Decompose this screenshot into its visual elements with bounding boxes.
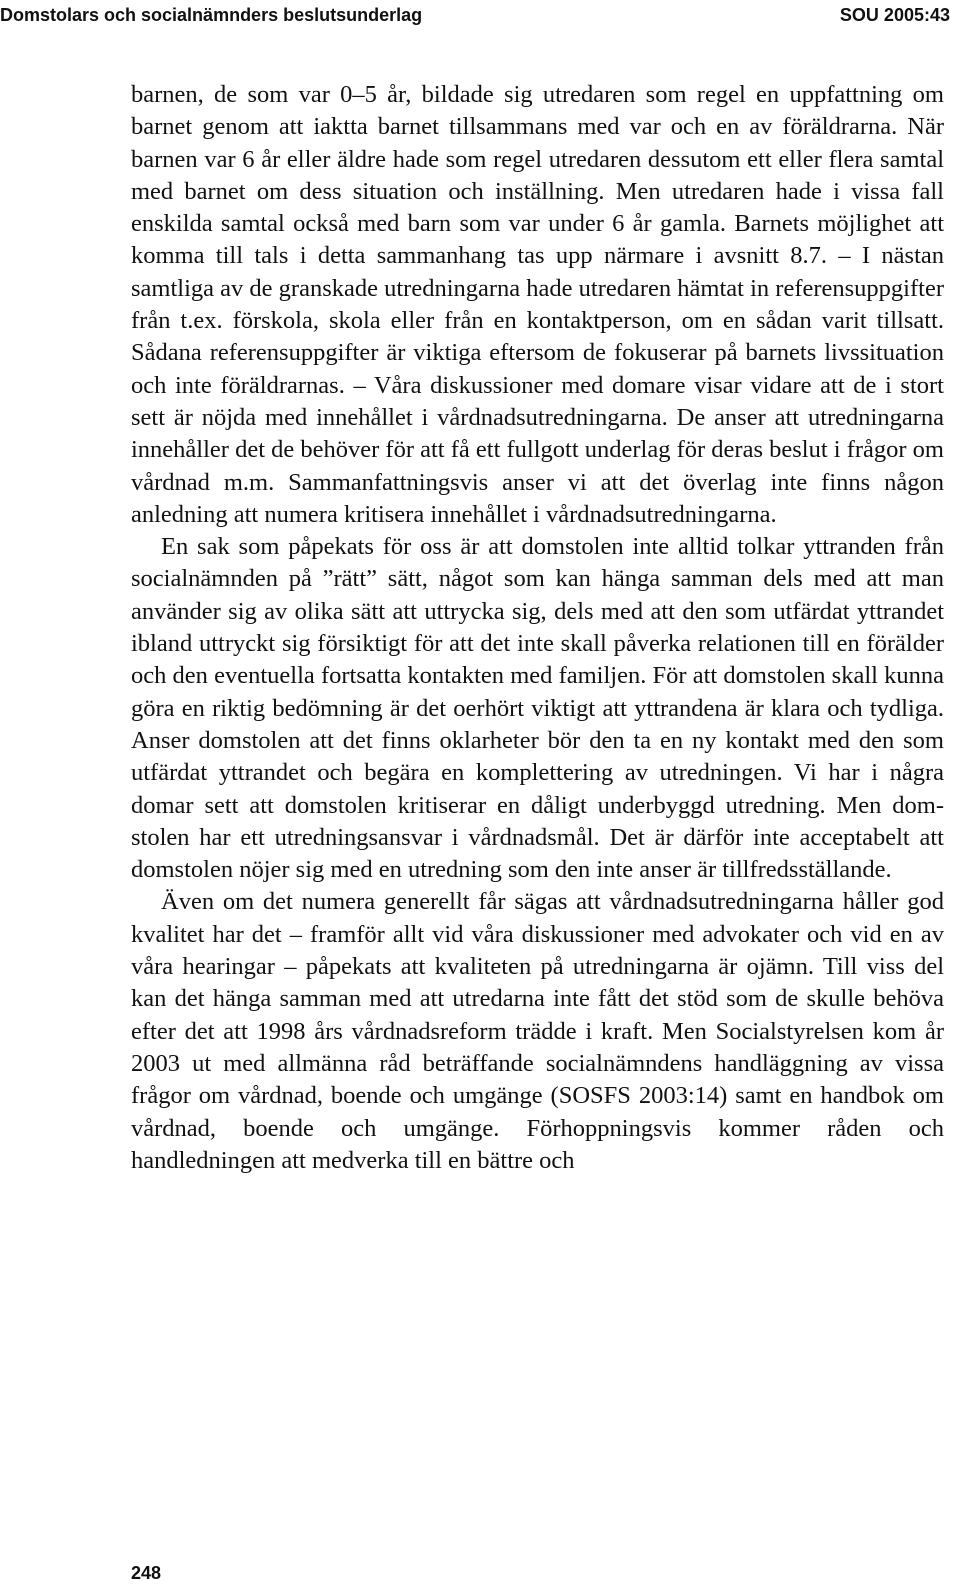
page-number: 248 bbox=[131, 1563, 162, 1583]
paragraph-2: En sak som påpekats för oss är att domstolen inte alltid tolkar yttranden från socialnämnden på ”rätt” sätt, något som kan hänga samman dels med att man använder sig av olika sätt att uttrycka sig, dels med att den som utfärdat yttrandet ibland uttryckt sig försiktigt för att det inte skall påverka relationen till en förälder och den eventuella fortsatta kontakten med familjen. För att domstolen skall kunna göra en riktig bedömning är det oerhört viktigt att yttrandena är klara och tydliga. Anser domstolen att det finns oklarheter bör den ta en ny kontakt med den som utfärdat yttrandet och begära en komplettering av utredningen. Vi har i några domar sett att domstolen kritiserar en dåligt underbyggd utredning. Men domstolen har ett utredningsansvar i vårdnadsmål. Det är därför inte acceptabelt att domstolen nöjer sig med en utredning som den inte anser är tillfredsställande. bbox=[131, 533, 944, 884]
paragraph-1: barnen, de som var 0–5 år, bildade sig utredaren som regel en uppfattning om barnet genom att iaktta barnet tillsammans med var och en av föräldrarna. När barnen var 6 år eller äldre hade som regel utredaren dessutom ett eller flera samtal med barnet om dess situation och inställning. Men utredaren hade i vissa fall enskilda samtal också med barn som var under 6 år gamla. Barnets möjlighet att komma till tals i detta sammanhang tas upp närmare i avsnitt 8.7. – I nästan samtliga av de granskade utredningarna hade utredaren hämtat in referensuppgifter från t.ex. förskola, skola eller från en kontaktperson, om en sådan varit tillsatt. Sådana referensuppgifter är viktiga eftersom de fokuserar på barnets livssituation och inte föräldrarnas. – Våra diskussioner med domare visar vidare att de i stort sett är nöjda med innehållet i vårdnadsutredningarna. De anser att utredningarna innehåller det de behöver för att få ett fullgott underlag för deras beslut i frågor om vårdnad m.m. Sammanfattningsvis anser vi att det överlag inte finns någon anledning att numera kritisera innehållet i vårdnadsutredningarna. bbox=[131, 81, 944, 528]
header-document-id: SOU 2005:43 bbox=[839, 5, 950, 25]
header-title: Domstolars och socialnämnders beslutsunderlag bbox=[0, 5, 423, 25]
running-header bbox=[0, 2, 960, 28]
body-text bbox=[131, 79, 944, 1177]
paragraph-3: Även om det numera generellt får sägas att vårdnadsutredningarna håller god kvalitet har det – framför allt vid våra diskussioner med advokater och vid en av våra hearingar – påpekats att kvaliteten på utredningarna är ojämn. Till viss del kan det hänga samman med att utredarna inte fått det stöd som de skulle behöva efter det att 1998 års vårdnadsreform trädde i kraft. Men Socialstyrelsen kom år 2003 ut med allmänna råd beträffande socialnämndens handläggning av vissa frågor om vårdnad, boende och umgänge (SOSFS 2003:14) samt en handbok om vårdnad, boende och umgänge. Förhoppningsvis kommer råden och handledningen att medverka till en bättre och bbox=[131, 888, 944, 1174]
